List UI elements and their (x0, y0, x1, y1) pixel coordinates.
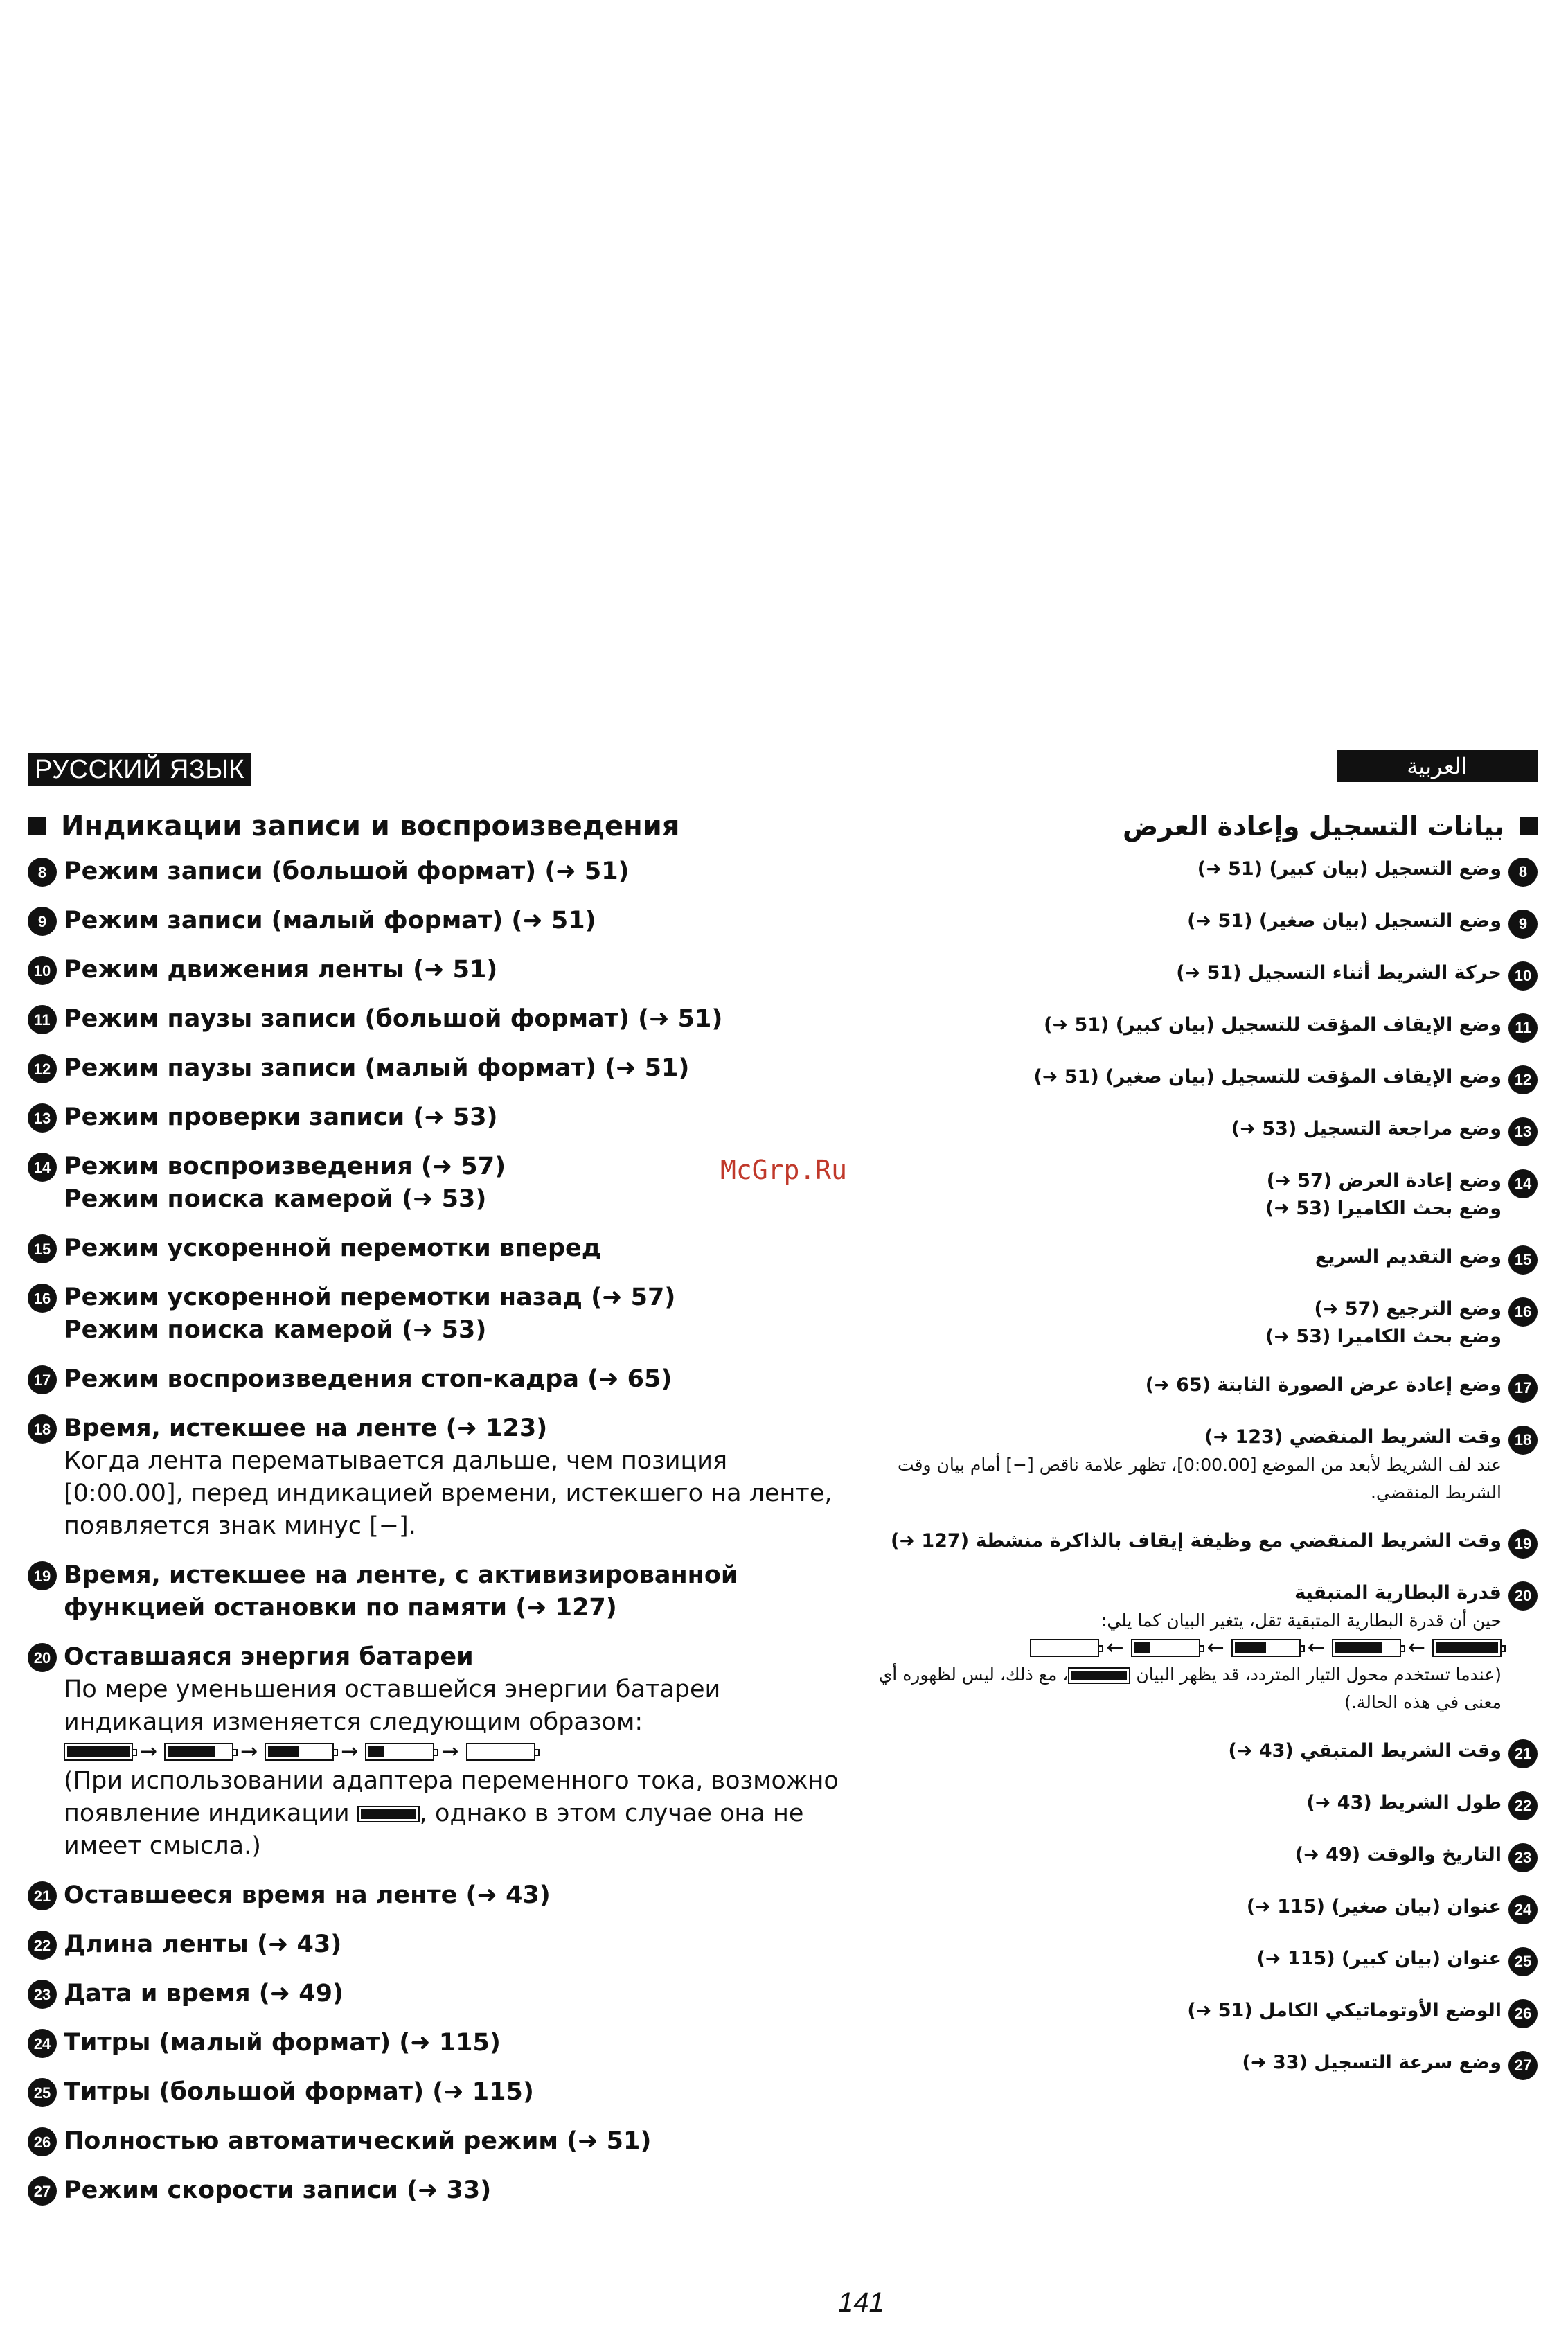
item-body (873, 1997, 1502, 2025)
item-number-badge: 20 (28, 1643, 57, 1672)
list-item (873, 1841, 1538, 1872)
battery-full-icon (1068, 1667, 1130, 1684)
item-body (64, 855, 845, 888)
item-note (873, 1661, 1502, 1717)
arrow-left-icon: ← (1307, 1635, 1325, 1660)
battery-icon (265, 1743, 334, 1761)
page-number: 141 (838, 2287, 884, 2318)
arabic-column (873, 807, 1538, 2101)
item-body (64, 1281, 845, 1347)
item-body (64, 2076, 845, 2109)
item-title: Режим ускоренной перемотки вперед (64, 1234, 602, 1262)
item-number-badge: 27 (28, 2176, 57, 2206)
item-title: Титры (малый формат) (➜ 115) (64, 2029, 501, 2057)
item-title: Режим воспроизведения (➜ 57) (64, 1153, 506, 1180)
indicator-list (28, 855, 848, 2207)
item-description: Когда лента перематывается дальше, чем позиция [0:00.00], перед индикацией времени, истекшего на ленте, появляется знак минус [−]. (64, 1447, 832, 1540)
item-title: طول الشريط (43 ➜) (1306, 1792, 1502, 1813)
list-item (28, 2076, 845, 2109)
item-description: عند لف الشريط لأبعد من الموضع [0:00.00]، تظهر علامة ناقص [−] أمام بيان وقت الشريط المنقضي. (897, 1455, 1502, 1502)
list-item (873, 1945, 1538, 1976)
item-number-badge: 13 (1508, 1117, 1538, 1146)
note-text-start: (При использовании адаптера переменного тока, возможно появление индикации (64, 1767, 839, 1827)
list-item (28, 1363, 845, 1396)
item-number-badge: 10 (28, 956, 57, 985)
item-title: Режим записи (большой формат) (➜ 51) (64, 858, 630, 885)
list-item (873, 1423, 1538, 1507)
item-title: وقت الشريط المنقضي مع وظيفة إيقاف بالذاكرة منشطة (127 ➜) (890, 1530, 1502, 1552)
item-body (873, 1063, 1502, 1091)
item-body (873, 1423, 1502, 1507)
battery-icon (164, 1743, 233, 1761)
arrow-right-icon: → (140, 1739, 158, 1764)
list-item (28, 2174, 845, 2207)
item-number-badge: 18 (28, 1414, 57, 1444)
item-title: Время, истекшее на ленте (➜ 123) (64, 1414, 548, 1442)
item-title: Оставшаяся энергия батареи (64, 1643, 474, 1671)
list-item (873, 2049, 1538, 2080)
item-number-badge: 16 (28, 1284, 57, 1313)
square-bullet-icon (1520, 817, 1538, 835)
item-title: حركة الشريط أثناء التسجيل (51 ➜) (1176, 962, 1502, 984)
item-description: حين أن قدرة البطارية المتبقية تقل، يتغير البيان كما يلي: (1101, 1611, 1502, 1631)
item-body (873, 1737, 1502, 1765)
list-item (28, 1641, 845, 1863)
item-body (64, 2027, 845, 2059)
list-item (873, 1167, 1538, 1223)
item-body (873, 1115, 1502, 1143)
item-number-badge: 15 (1508, 1245, 1538, 1275)
item-subtitle: Режим поиска камерой (➜ 53) (64, 1316, 487, 1344)
item-number-badge: 21 (28, 1881, 57, 1910)
item-title: Режим записи (малый формат) (➜ 51) (64, 907, 596, 934)
item-number-badge: 9 (28, 907, 57, 936)
item-title: وضع سرعة التسجيل (33 ➜) (1242, 2052, 1502, 2073)
list-item (28, 1232, 845, 1265)
item-title: Дата и время (➜ 49) (64, 1980, 344, 2007)
list-item (28, 1559, 845, 1624)
list-item (873, 1527, 1538, 1559)
list-item (28, 1879, 845, 1912)
item-number-badge: 12 (1508, 1065, 1538, 1094)
item-title: Режим скорости записи (➜ 33) (64, 2176, 492, 2204)
item-body (64, 954, 845, 986)
list-item (873, 1063, 1538, 1094)
item-body (64, 905, 845, 937)
item-number-badge: 8 (1508, 858, 1538, 887)
item-body (64, 1363, 845, 1396)
list-item (873, 1372, 1538, 1403)
arrow-right-icon: → (441, 1739, 459, 1764)
list-item (28, 1101, 845, 1134)
list-item (873, 1115, 1538, 1146)
list-item (28, 905, 845, 937)
list-item (873, 1893, 1538, 1924)
item-number-badge: 19 (1508, 1529, 1538, 1559)
item-title: Режим паузы записи (большой формат) (➜ 51) (64, 1005, 723, 1033)
list-item (873, 1997, 1538, 2028)
battery-icon (1030, 1639, 1099, 1657)
item-number-badge: 13 (28, 1103, 57, 1133)
item-body (64, 1003, 845, 1036)
item-number-badge: 10 (1508, 961, 1538, 991)
item-title: عنوان (بيان صغير) (115 ➜) (1246, 1896, 1502, 1917)
item-title: وضع الإيقاف المؤقت للتسجيل (بيان كبير) (51 ➜) (1044, 1014, 1502, 1036)
item-number-badge: 11 (28, 1005, 57, 1034)
item-title: Полностью автоматический режим (➜ 51) (64, 2127, 652, 2155)
item-body (64, 1101, 845, 1134)
item-body (873, 1243, 1502, 1271)
item-number-badge: 18 (1508, 1426, 1538, 1455)
watermark: McGrp.Ru (720, 1155, 848, 1185)
list-item (873, 907, 1538, 939)
list-item (28, 1928, 845, 1961)
item-body (64, 1052, 845, 1085)
note-text-end: , однако в этом случае она не имеет смысла.) (64, 1800, 804, 1860)
item-body (873, 1789, 1502, 1817)
indicator-list (873, 855, 1538, 2080)
item-title: وقت الشريط المنقضي (123 ➜) (1204, 1426, 1502, 1448)
list-item (28, 1978, 845, 2010)
item-number-badge: 26 (28, 2127, 57, 2156)
heading-text: Индикации записи и воспроизведения (61, 810, 680, 842)
item-number-badge: 15 (28, 1234, 57, 1263)
item-title: وضع التسجيل (بيان صغير) (51 ➜) (1187, 910, 1502, 932)
arrow-right-icon: → (240, 1739, 258, 1764)
item-body (873, 1372, 1502, 1399)
item-title: Режим ускоренной перемотки назад (➜ 57) (64, 1284, 676, 1311)
item-title: Режим паузы записи (малый формат) (➜ 51) (64, 1054, 690, 1082)
item-number-badge: 26 (1508, 1999, 1538, 2028)
square-bullet-icon (28, 817, 46, 835)
item-title: Оставшееся время на ленте (➜ 43) (64, 1881, 551, 1909)
item-body (64, 1879, 845, 1912)
battery-sequence (873, 1635, 1502, 1660)
item-title: وضع إعادة عرض الصورة الثابتة (65 ➜) (1145, 1374, 1502, 1396)
item-number-badge: 17 (28, 1365, 57, 1394)
language-tag-russian: РУССКИЙ ЯЗЫК (28, 753, 251, 786)
item-title: الوضع الأوتوماتيكي الكامل (51 ➜) (1187, 2000, 1502, 2021)
item-title: Титры (большой формат) (➜ 115) (64, 2078, 534, 2106)
item-body (64, 2125, 845, 2158)
list-item (28, 1281, 845, 1347)
item-number-badge: 22 (1508, 1791, 1538, 1820)
arrow-right-icon: → (341, 1739, 359, 1764)
list-item (28, 954, 845, 986)
battery-icon (365, 1743, 434, 1761)
section-heading (873, 807, 1538, 846)
item-body (64, 1559, 845, 1624)
battery-icon (466, 1743, 535, 1761)
item-number-badge: 21 (1508, 1739, 1538, 1768)
russian-column (28, 807, 848, 2224)
item-title: Режим проверки записи (➜ 53) (64, 1103, 498, 1131)
item-body (64, 1928, 845, 1961)
item-number-badge: 12 (28, 1054, 57, 1083)
item-number-badge: 17 (1508, 1374, 1538, 1403)
list-item (28, 2125, 845, 2158)
item-body (873, 1167, 1502, 1223)
item-body (64, 1232, 845, 1265)
item-title: Режим движения ленты (➜ 51) (64, 956, 498, 984)
list-item (873, 855, 1538, 887)
item-body (64, 1641, 845, 1863)
item-body (64, 1412, 845, 1543)
item-number-badge: 11 (1508, 1013, 1538, 1043)
list-item (873, 1243, 1538, 1275)
heading-text: بيانات التسجيل وإعادة العرض (1122, 811, 1504, 842)
list-item (28, 2027, 845, 2059)
item-number-badge: 9 (1508, 910, 1538, 939)
list-item (873, 1295, 1538, 1351)
item-title: وقت الشريط المتبقي (43 ➜) (1228, 1740, 1502, 1762)
item-title: Время, истекшее на ленте, с активизированной функцией остановки по памяти (➜ 127) (64, 1561, 738, 1622)
battery-icon (1332, 1639, 1401, 1657)
language-tag-arabic: العربية (1337, 750, 1538, 782)
list-item (28, 1412, 845, 1543)
item-title: عنوان (بيان كبير) (115 ➜) (1256, 1948, 1502, 1969)
item-body (873, 1527, 1502, 1555)
item-number-badge: 14 (28, 1153, 57, 1182)
battery-icon (1231, 1639, 1301, 1657)
arrow-left-icon: ← (1106, 1635, 1124, 1660)
item-body (873, 1841, 1502, 1869)
item-title: وضع إعادة العرض (57 ➜) (1266, 1170, 1502, 1191)
item-subtitle: وضع بحث الكاميرا (53 ➜) (1265, 1326, 1502, 1347)
item-title: وضع التقديم السريع (1315, 1246, 1502, 1268)
item-title: وضع مراجعة التسجيل (53 ➜) (1231, 1118, 1502, 1139)
section-heading (28, 807, 845, 846)
item-body (873, 1011, 1502, 1039)
item-subtitle: وضع بحث الكاميرا (53 ➜) (1265, 1198, 1502, 1219)
note-text-end: ، مع ذلك، ليس لظهوره أي معنى في هذه الحالة.) (878, 1665, 1502, 1712)
list-item (28, 855, 845, 888)
list-item (873, 1579, 1538, 1717)
battery-icon (64, 1743, 133, 1761)
item-title: وضع الترجيع (57 ➜) (1314, 1298, 1502, 1320)
item-number-badge: 24 (1508, 1895, 1538, 1924)
item-number-badge: 8 (28, 858, 57, 887)
item-number-badge: 25 (1508, 1947, 1538, 1976)
item-number-badge: 14 (1508, 1169, 1538, 1198)
item-title: Длина ленты (➜ 43) (64, 1931, 342, 1958)
battery-icon (1432, 1639, 1502, 1657)
item-number-badge: 27 (1508, 2051, 1538, 2080)
item-number-badge: 25 (28, 2078, 57, 2107)
item-note (64, 1765, 845, 1863)
item-body (873, 1295, 1502, 1351)
item-body (64, 2174, 845, 2207)
item-description: По мере уменьшения оставшейся энергии батареи индикация изменяется следующим образом: (64, 1676, 721, 1736)
list-item (873, 1737, 1538, 1768)
item-number-badge: 23 (28, 1980, 57, 2009)
item-subtitle: Режим поиска камерой (➜ 53) (64, 1185, 487, 1213)
arrow-left-icon: ← (1206, 1635, 1224, 1660)
arrow-left-icon: ← (1407, 1635, 1425, 1660)
item-number-badge: 23 (1508, 1843, 1538, 1872)
item-title: وضع التسجيل (بيان كبير) (51 ➜) (1197, 858, 1502, 880)
item-title: Режим воспроизведения стоп-кадра (➜ 65) (64, 1365, 672, 1393)
battery-sequence (64, 1739, 845, 1764)
item-body (873, 1945, 1502, 1973)
item-body (873, 1579, 1502, 1717)
item-number-badge: 19 (28, 1561, 57, 1590)
item-title: قدرة البطارية المتبقية (1294, 1582, 1502, 1604)
list-item (28, 1052, 845, 1085)
item-number-badge: 22 (28, 1931, 57, 1960)
item-body (64, 1978, 845, 2010)
item-body (873, 1893, 1502, 1921)
item-body (873, 907, 1502, 935)
note-text-start: (عندما تستخدم محول التيار المتردد، قد يظهر البيان (1136, 1665, 1502, 1685)
battery-icon (1131, 1639, 1200, 1657)
item-number-badge: 24 (28, 2029, 57, 2058)
list-item (873, 1789, 1538, 1820)
battery-full-icon (357, 1806, 420, 1822)
list-item (28, 1003, 845, 1036)
item-title: التاريخ والوقت (49 ➜) (1294, 1844, 1502, 1865)
item-body (873, 2049, 1502, 2077)
item-title: وضع الإيقاف المؤقت للتسجيل (بيان صغير) (51 ➜) (1033, 1066, 1502, 1088)
item-number-badge: 16 (1508, 1297, 1538, 1327)
list-item (873, 959, 1538, 991)
list-item (873, 1011, 1538, 1043)
item-body (873, 855, 1502, 883)
item-body (873, 959, 1502, 987)
item-number-badge: 20 (1508, 1581, 1538, 1611)
